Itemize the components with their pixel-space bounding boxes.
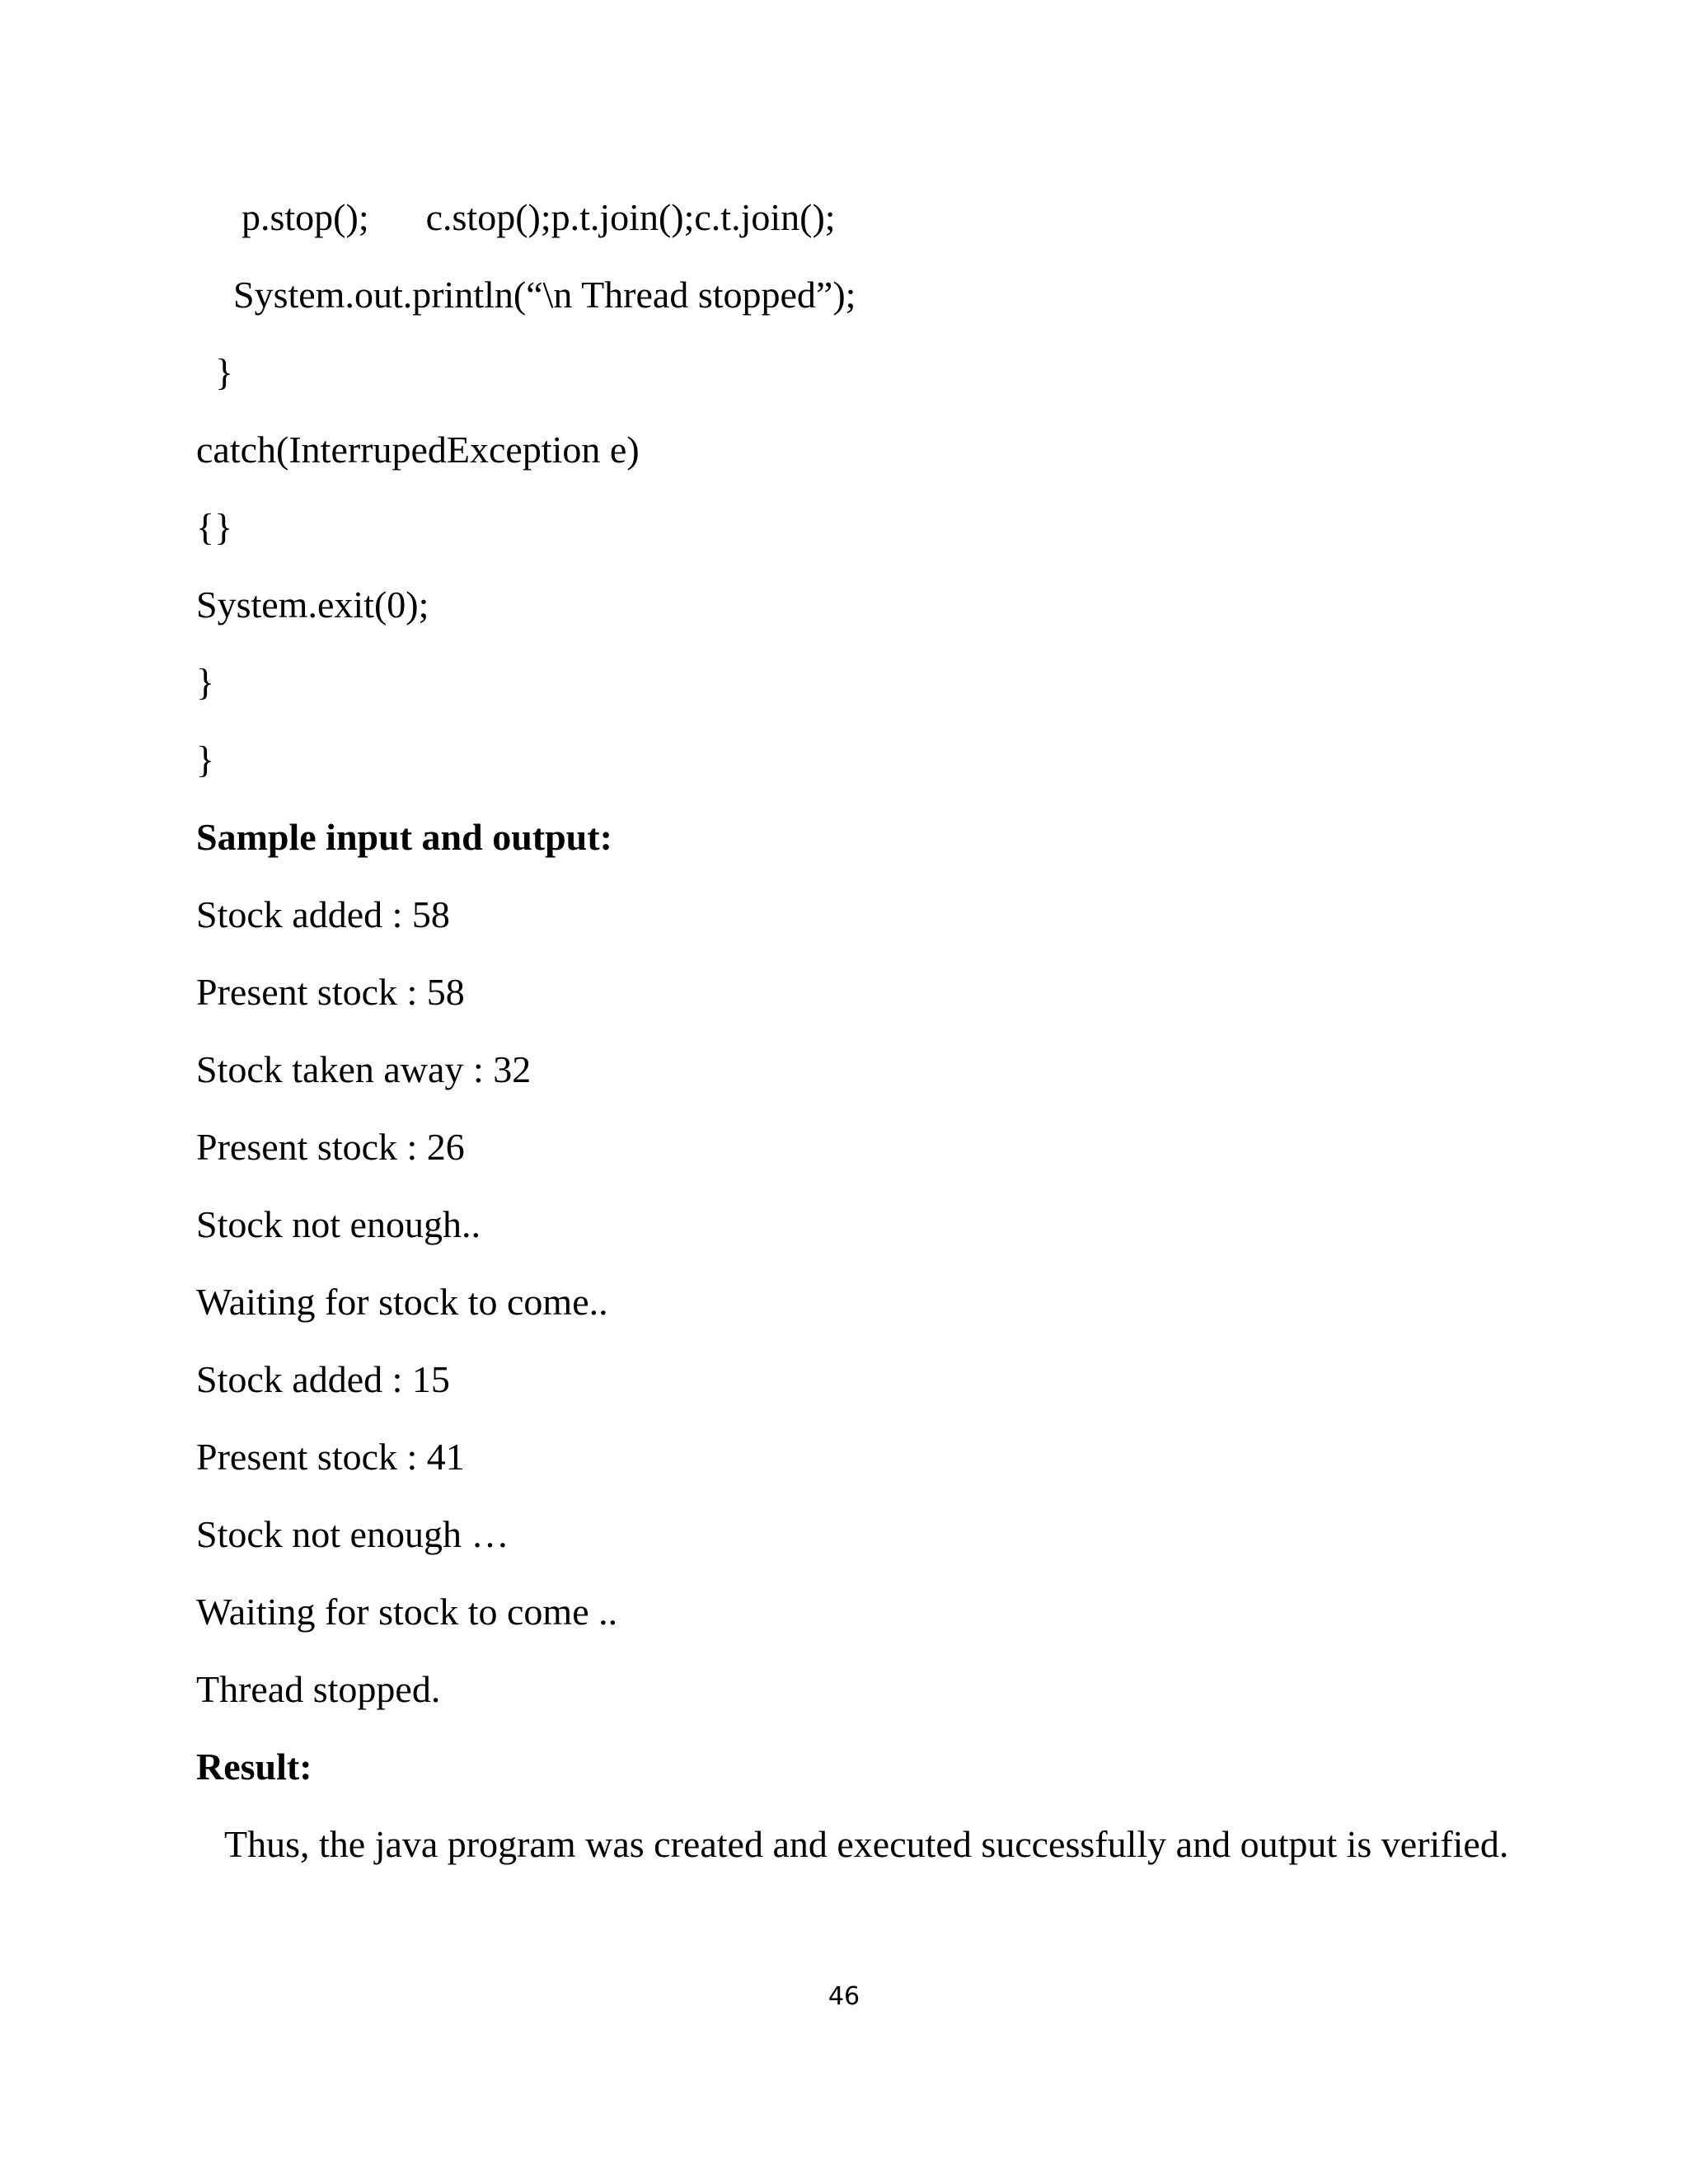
- code-line-catch: catch(InterrupedException e): [196, 429, 640, 471]
- sample-line: Waiting for stock to come..: [196, 1281, 608, 1323]
- page-number: 46: [828, 1982, 860, 2011]
- code-line-empty-block: {}: [196, 506, 233, 548]
- sample-line: Stock added : 58: [196, 893, 450, 935]
- result-text: Thus, the java program was created and executed successfully and output is verified.: [224, 1823, 1509, 1865]
- sample-heading: Sample input and output:: [196, 816, 612, 858]
- sample-line: Stock not enough..: [196, 1203, 481, 1245]
- result-heading: Result:: [196, 1746, 312, 1788]
- sample-line: Stock taken away : 32: [196, 1048, 532, 1090]
- code-line-close-try: }: [215, 351, 234, 393]
- code-line-close-class: }: [196, 738, 215, 780]
- sample-line: Present stock : 41: [196, 1436, 465, 1478]
- code-line-close-method: }: [196, 661, 215, 703]
- code-line-print-stopped: System.out.println(“\n Thread stopped”);: [233, 274, 856, 316]
- code-line-exit: System.exit(0);: [196, 583, 429, 626]
- sample-line: Present stock : 26: [196, 1126, 465, 1168]
- sample-line: Stock added : 15: [196, 1358, 450, 1400]
- code-line-stop-threads: p.stop(); c.stop();p.t.join();c.t.join();: [241, 196, 836, 238]
- sample-line: Present stock : 58: [196, 971, 465, 1013]
- sample-line: Waiting for stock to come ..: [196, 1591, 618, 1633]
- sample-line: Stock not enough …: [196, 1513, 509, 1555]
- sample-line: Thread stopped.: [196, 1668, 441, 1710]
